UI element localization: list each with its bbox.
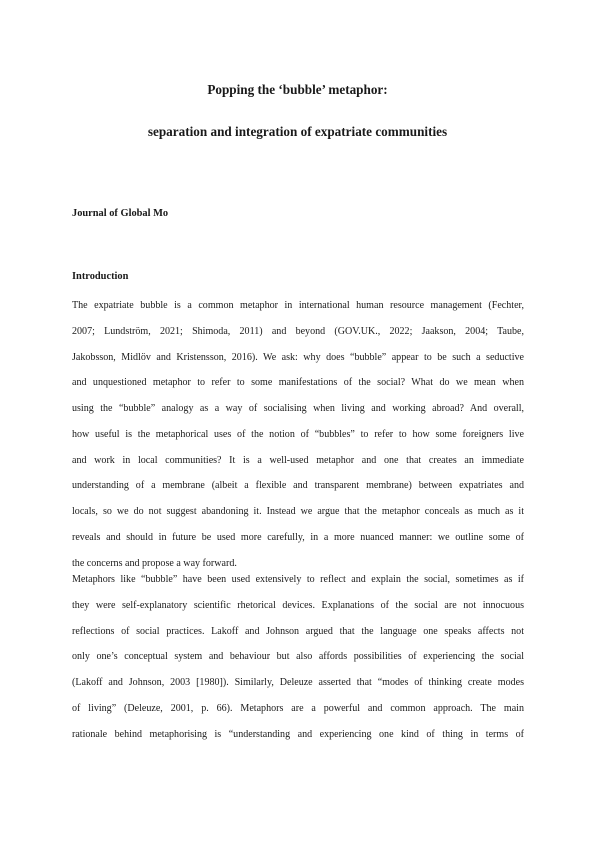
paragraph-line: using the “bubble” analogy as a way of socialising when living and working abroad? And overall,	[72, 403, 524, 414]
title-line-2: separation and integration of expatriate communities	[147, 124, 448, 139]
paragraph-line: Metaphors like “bubble” have been used extensively to reflect and explain the social, sometimes as if	[72, 574, 524, 585]
paragraph-line: reflections of social practices. Lakoff and Johnson argued that the language one speaks affects not	[72, 625, 524, 637]
title-line-1: Popping the ‘bubble’ metaphor:	[207, 82, 388, 97]
paragraph-1	[72, 293, 524, 576]
paragraph-line: 2007; Lundström, 2021; Shimoda, 2011) and beyond (GOV.UK., 2022; Jaakson, 2004; Taube,	[72, 325, 524, 337]
paragraph-line: the concerns and propose a way forward.	[72, 557, 237, 569]
paragraph-line: The expatriate bubble is a common metaphor in international human resource management (Fechter,	[72, 300, 524, 311]
paragraph-line: and unquestioned metaphor to refer to some manifestations of the social? What do we mean when	[72, 377, 524, 389]
paragraph-line: of living” (Deleuze, 2001, p. 66). Metaphors are a powerful and common approach. The main	[72, 702, 524, 714]
paragraph-line: rationale behind metaphorising is “understanding and experiencing one kind of thing in terms of	[72, 728, 524, 740]
paragraph-line: reveals and should in future be used more carefully, in a more nuanced manner: we outline some of	[72, 531, 524, 543]
paragraph-line: only one’s conceptual system and behaviour but also affords possibilities of experiencing the social	[72, 651, 524, 663]
paragraph-line: Jakobsson, Midlöv and Kristensson, 2016). We ask: why does “bubble” appear to be such a seductive	[72, 351, 524, 363]
section-heading: Introduction	[72, 271, 129, 282]
paragraph-line: (Lakoff and Johnson, 2003 [1980]). Similarly, Deleuze asserted that “modes of thinking create modes	[72, 677, 524, 688]
paragraph-2	[72, 567, 524, 747]
paragraph-line: locals, so we do not suggest abandoning it. Instead we argue that the metaphor conceals as much as it	[72, 506, 524, 517]
paragraph-line: how useful is the metaphorical uses of the notion of “bubbles” to refer to how some foreigners live	[72, 428, 524, 440]
paragraph-line: they were self-explanatory scientific rhetorical devices. Explanations of the social are not innocuous	[72, 599, 524, 611]
paragraph-line: and work in local communities? It is a well-used metaphor and one that creates an immediate	[72, 454, 524, 466]
journal-name: Journal of Global Mo	[72, 208, 169, 219]
paragraph-line: understanding of a membrane (albeit a flexible and transparent membrane) between expatriates and	[72, 480, 524, 492]
